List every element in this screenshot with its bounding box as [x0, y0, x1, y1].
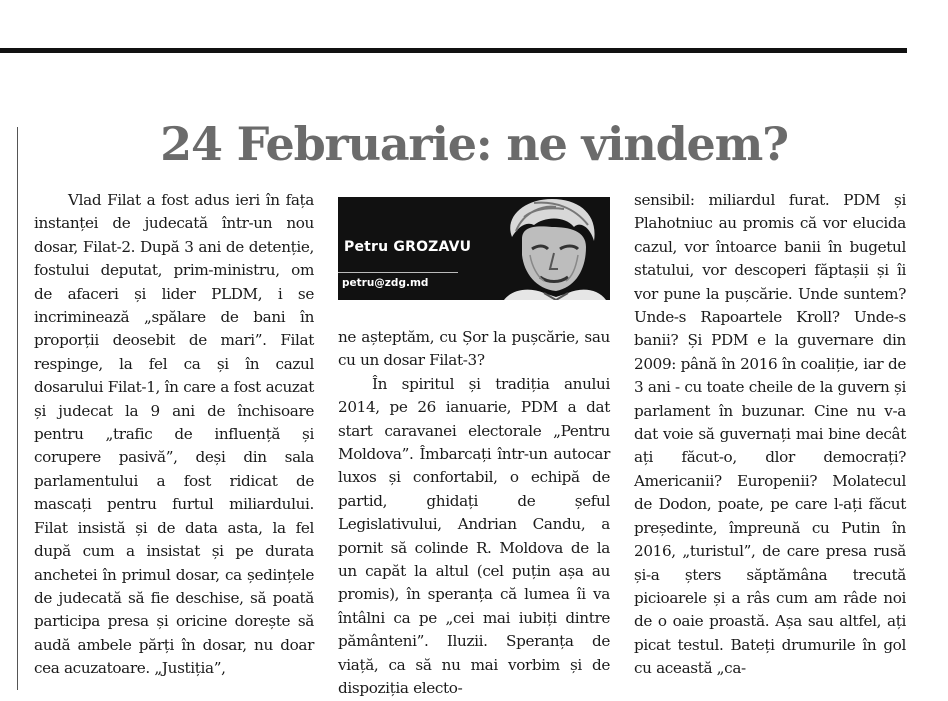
paragraph: ne așteptăm, cu Șor la pușcărie, sau cu un dosar Filat-3?	[338, 328, 610, 370]
paragraph: În spiritul și tradiția anului 2014, pe 26 ianuarie, PDM a dat start caravanei electorale „Pentru Moldova”. Îmbarcați într-un autocar luxos și confortabil, o echipă de partid, ghidați de șeful Legislativului, Andrian Candu, a pornit să colinde R. Moldova de la un capăt la altul (cel puțin așa au promis), în speranța că lumea îi va întâlni ca pe „cei mai iubiți dintre pământeni”. Iluzii. Speranța de viață, ca să nu mai vorbim și de dispoziția electo-	[338, 374, 610, 698]
article-column-3	[634, 189, 906, 681]
divider	[338, 272, 458, 273]
paragraph: sensibil: miliardul furat. PDM și Plahotniuc au promis că vor elucida cazul, vor întoarce banii în bugetul statului, vor descoperi făptașii și îi vor pune la pușcărie. Unde suntem? Unde-s Rapoartele Kroll? Unde-s banii? Și PDM e la guvernare din 2009: până în 2016 în coaliție, iar de 3 ani - cu toate cheile de la guvern și parlament în buzunar. Cine nu v-a dat voie să guvernați mai bine decât ați făcut-o, dlor democrați? Americanii? Europenii? Molatecul de Dodon, poate, pe care l-ați făcut președinte, împreună cu Putin în 2016, „turistul”, de care presa rusă și-a șters săptămâna trecută picioarele și a râs cum am râde noi de o oaie proastă. Așa sau altfel, ați picat testul. Bateți drumurile în gol cu această „ca-	[634, 191, 906, 678]
author-email: petru@zdg.md	[342, 277, 429, 289]
author-portrait-icon	[494, 197, 610, 300]
column-rule	[17, 127, 18, 690]
article-column-1	[34, 189, 314, 681]
top-rule	[0, 48, 907, 53]
author-byline	[338, 197, 610, 300]
headline: 24 Februarie: ne vindem?	[160, 117, 788, 171]
article-column-2	[338, 326, 610, 701]
author-name: Petru GROZAVU	[344, 239, 472, 255]
paragraph: Vlad Filat a fost adus ieri în fața instanței de judecată într-un nou dosar, Filat-2. După 3 ani de detenție, fostului deputat, prim-ministru, om de afaceri și lider PLDM, i se incriminează „spălare de bani în proporții deosebit de mari”. Filat respinge, la fel ca și în cazul dosarului Filat-1, în care a fost acuzat și judecat la 9 ani de închisoare pentru „trafic de influență și corupere pasivă”, deși din sala parlamentului a fost ridicat de mascați pentru furtul miliardului. Filat insistă și de data asta, la fel după cum a insistat și pe durata anchetei în primul dosar, ca ședințele de judecată să fie deschise, să poată participa presa și oricine dorește să audă ambele părți în dosar, nu doar cea acuzatoare. „Justiția”,	[34, 191, 314, 678]
